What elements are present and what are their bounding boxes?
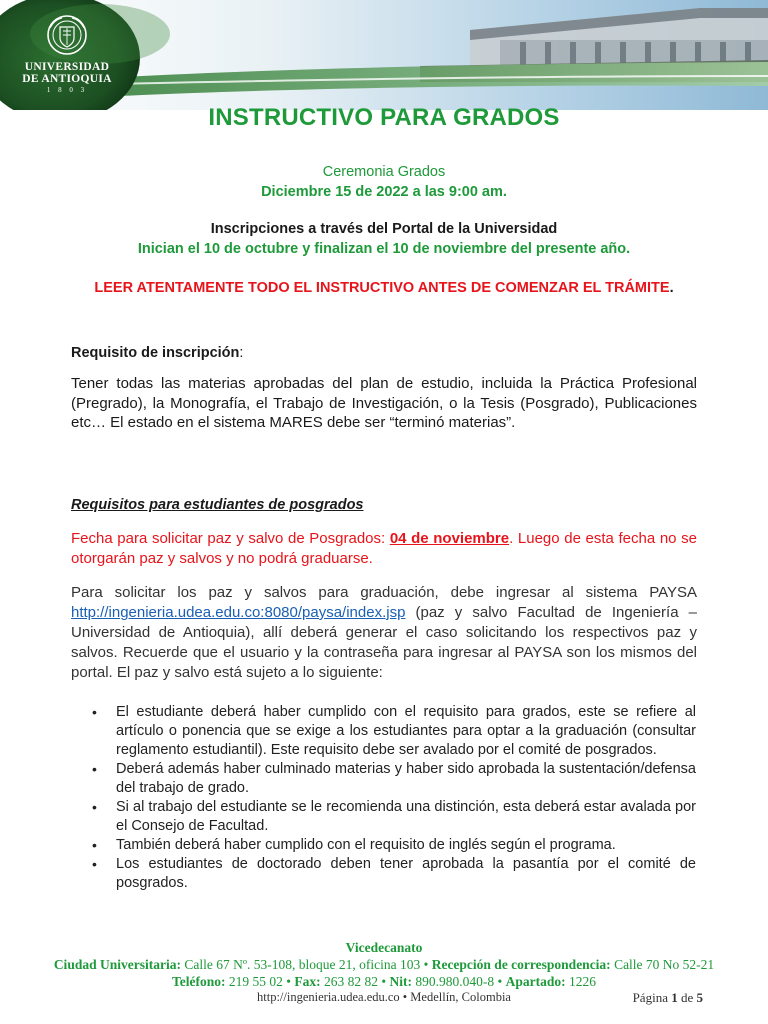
postgrad-requirements-list xyxy=(90,703,696,893)
paysa-paragraph xyxy=(71,583,697,683)
footer-ap-value: 1226 xyxy=(565,974,596,989)
footer-ap-label: Apartado: xyxy=(505,974,566,989)
deadline-date: 04 de noviembre xyxy=(389,530,510,547)
seal-name-line2: DE ANTIOQUIA xyxy=(22,73,112,85)
list-item xyxy=(90,855,696,893)
university-crest-icon xyxy=(44,14,90,56)
footer-nit-value: 890.980.040-8 • xyxy=(411,974,506,989)
list-item-text: Si al trabajo del estudiante se le recomienda una distinción, esta deberá estar avalada por el Consejo de Facultad. xyxy=(116,799,696,834)
list-item xyxy=(90,798,696,836)
footer-address-line xyxy=(0,957,768,973)
page-prefix: Página xyxy=(632,990,672,1005)
bullet-icon: • xyxy=(92,761,97,777)
footer-fax-value: 263 82 82 • xyxy=(320,974,390,989)
university-seal-logo xyxy=(14,12,120,108)
footer-contact-line xyxy=(0,974,768,990)
page-total: 5 xyxy=(696,990,703,1005)
footer-tel-label: Teléfono: xyxy=(172,974,226,989)
seal-name-line1: UNIVERSIDAD xyxy=(24,61,110,73)
bullet-icon: • xyxy=(92,704,97,720)
list-item xyxy=(90,836,696,855)
footer-cu-value: Calle 67 Nº. 53-108, bloque 21, oficina 103 • xyxy=(180,957,432,972)
footer-office: Vicedecanato xyxy=(345,940,423,955)
footer-nit-label: Nit: xyxy=(389,974,412,989)
ceremony-date: Diciembre 15 de 2022 a las 9:00 am. xyxy=(261,184,507,200)
warning-period: . xyxy=(669,280,674,296)
footer-fax-label: Fax: xyxy=(294,974,321,989)
requirement-heading-text: Requisito de inscripción xyxy=(71,345,240,361)
list-item xyxy=(90,760,696,798)
paysa-suffix: (paz y salvo Facultad de Ingeniería – Universidad de Antioquia), allí deberá generar el caso solicitando los respectivos paz y salvos. Recuerde que el usuario y la contraseña para ingresar al PAYSA son los mismos del portal. El paz y salvo está sujeto a lo siguiente: xyxy=(71,604,697,681)
list-item-text: También deberá haber cumplido con el requisito de inglés según el programa. xyxy=(116,837,616,853)
document-title: INSTRUCTIVO PARA GRADOS xyxy=(208,104,560,131)
footer-tel-value: 219 55 02 • xyxy=(225,974,295,989)
page-current: 1 xyxy=(671,990,678,1005)
bullet-icon: • xyxy=(92,837,97,853)
footer-rc-value: Calle 70 No 52-21 xyxy=(610,957,715,972)
list-item-text: Los estudiantes de doctorado deben tener aprobada la pasantía por el comité de posgrados. xyxy=(116,856,696,891)
bullet-icon: • xyxy=(92,799,97,815)
page-of: de xyxy=(677,990,697,1005)
requirement-text: Tener todas las materias aprobadas del plan de estudio, incluida la Práctica Profesional (Pregrado), la Monografía, el Trabajo de Investigación, o la Tesis (Posgrado), Publicaciones etc… El estado en el sistema MARES debe ser “terminó materias”. xyxy=(71,375,697,431)
requirement-heading-colon: : xyxy=(239,345,244,361)
warning-text: LEER ATENTAMENTE TODO EL INSTRUCTIVO ANTES DE COMENZAR EL TRÁMITE xyxy=(94,280,670,296)
header-banner xyxy=(0,0,768,110)
list-item-text: El estudiante deberá haber cumplido con el requisito para grados, este se refiere al artículo o ponencia que se exige a los estudiantes para optar a la graduación (consultar reglamento estudiantil). Este requisito debe ser avalado por el comité de posgrados. xyxy=(116,704,696,758)
footer-web: http://ingenieria.udea.edu.co • Medellín, Colombia xyxy=(257,990,511,1004)
list-item-text: Deberá además haber culminado materias y haber sido aprobada la sustentación/defensa del trabajo de grado. xyxy=(116,761,696,796)
paysa-prefix: Para solicitar los paz y salvos para graduación, debe ingresar al sistema PAYSA xyxy=(71,584,697,601)
postgrad-deadline xyxy=(71,529,697,568)
list-item xyxy=(90,703,696,760)
bullet-icon: • xyxy=(92,856,97,872)
page-number xyxy=(633,990,703,1006)
warning-notice xyxy=(0,280,768,296)
footer-rc-label: Recepción de correspondencia: xyxy=(431,957,611,972)
ceremony-label: Ceremonia Grados xyxy=(322,164,446,180)
registration-dates: Inician el 10 de octubre y finalizan el 10 de noviembre del presente año. xyxy=(137,241,631,257)
requirement-heading xyxy=(71,345,243,361)
deadline-prefix: Fecha para solicitar paz y salvo de Posgrados: xyxy=(71,530,390,547)
seal-year: 1 8 0 3 xyxy=(46,86,88,94)
paysa-link[interactable]: http://ingenieria.udea.edu.co:8080/paysa/index.jsp xyxy=(71,604,406,621)
postgrad-heading: Requisitos para estudiantes de posgrados xyxy=(71,497,364,513)
footer-cu-label: Ciudad Universitaria: xyxy=(53,957,181,972)
registration-heading: Inscripciones a través del Portal de la Universidad xyxy=(210,221,558,237)
deadline-suffix: . Luego de esta fecha no se otorgarán paz y salvos y no podrá graduarse. xyxy=(71,530,697,567)
